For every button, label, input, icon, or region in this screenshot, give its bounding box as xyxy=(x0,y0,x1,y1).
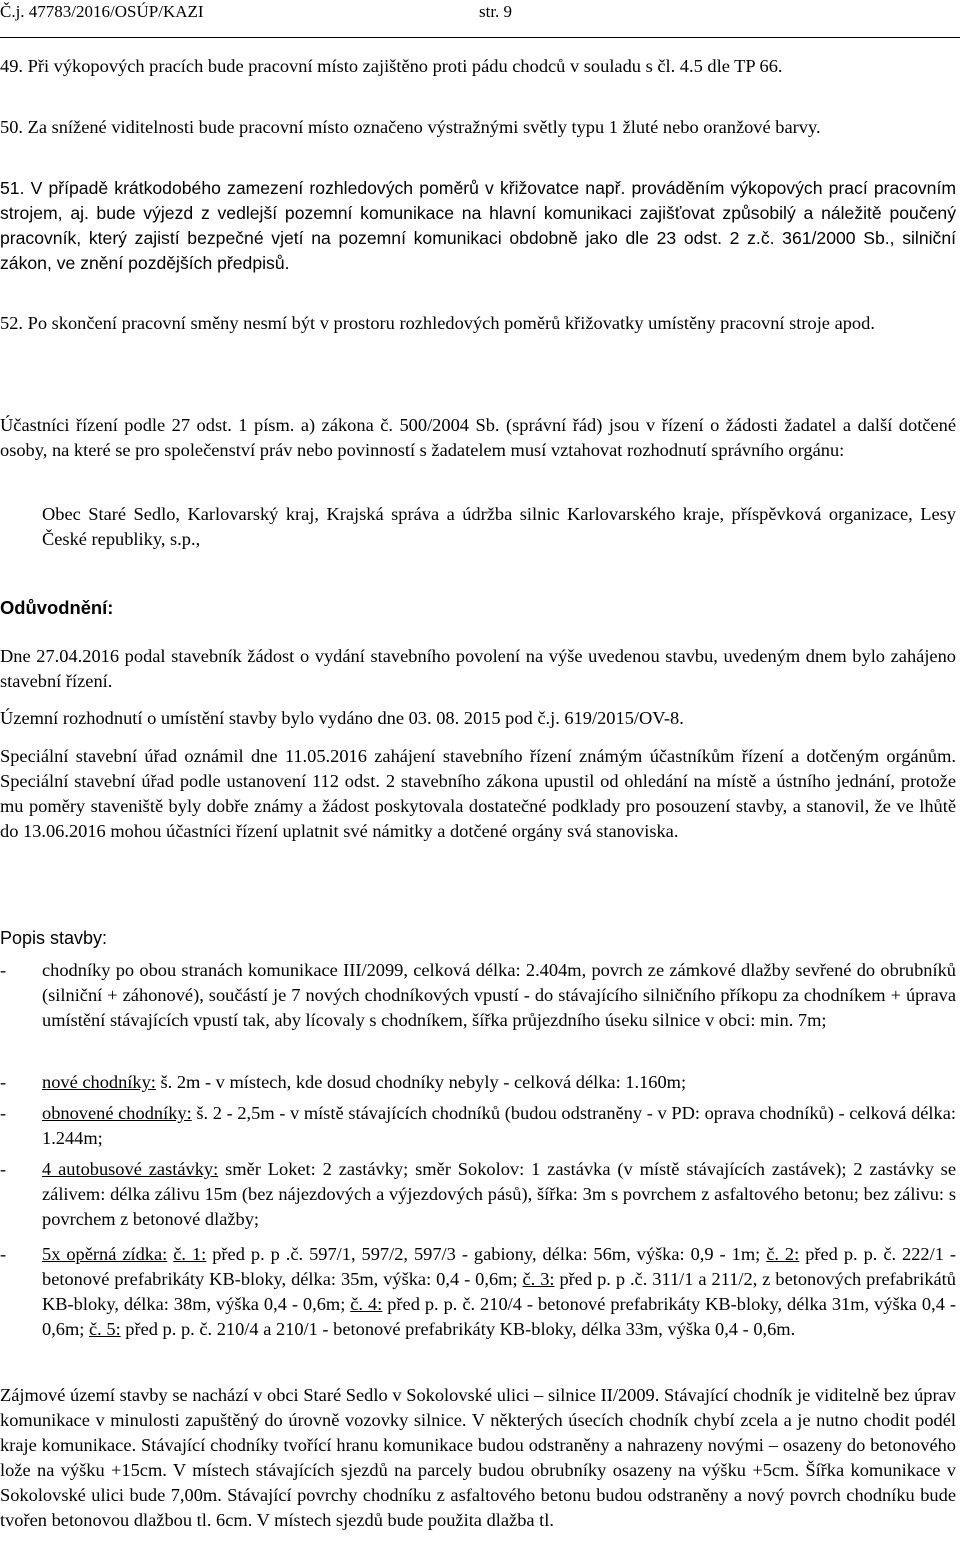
list-item-text: chodníky po obou stranách komunikace III/2099, celková délka: 2.404m, povrch ze zámkové dlažby sevřené do obrubníků (silniční + záhonové), součástí je 7 nových chodníkových vpustí - do stávajícího silničního příkopu za chodníkem + úprava umístění stávajících vpustí tak, aby lícovaly s chodníkem, šířka průjezdního úseku silnice v obci: min. 7m; xyxy=(42,960,956,1030)
list-dash: - xyxy=(0,960,7,980)
reasoning-paragraph-1: Dne 27.04.2016 podal stavebník žádost o vydání stavebního povolení na výše uvedenou stavbu, uvedeným dnem bylo zahájeno stavební řízení. xyxy=(0,646,956,691)
page-header xyxy=(0,0,960,38)
reasoning-paragraph-2: Územní rozhodnutí o umístění stavby bylo vydáno dne 03. 08. 2015 pod č.j. 619/2015/OV-8. xyxy=(0,708,684,728)
list-item-label: nové chodníky: xyxy=(42,1072,156,1092)
list-item-text xyxy=(42,1101,956,1151)
participants-list: Obec Staré Sedlo, Karlovarský kraj, Krajská správa a údržba silnic Karlovarského kraje, příspěvková organizace, Lesy České republiky, s.p., xyxy=(42,504,956,549)
condition-51-lead: 51. V případě krátkodobého zamezení rozhledových poměrů v křižovatce např. prováděním výkopových prací pracovním strojem, aj. xyxy=(0,178,956,223)
wall-5-label: č. 5: xyxy=(89,1319,121,1339)
list-item-text xyxy=(42,1157,956,1232)
reasoning-paragraph-3: Speciální stavební úřad oznámil dne 11.05.2016 zahájení stavebního řízení známým účastníkům řízení a dotčeným orgánům. Speciální stavební úřad podle ustanovení 112 odst. 2 stavebního zákona upustil od ohledání na místě a ústního jednání, protože mu poměry staveniště byly dobře známy a žádost poskytovala dostatečné podklady pro posouzení stavby, a stanovil, že ve lhůtě do 13.06.2016 mohou účastníci řízení uplatnit své námitky a dotčené orgány svá stanoviska. xyxy=(0,746,956,841)
description-closing: Zájmové území stavby se nachází v obci Staré Sedlo v Sokolovské ulici – silnice II/2009. Stávající chodník je viditelně bez úprav komunikace v minulosti zapuštěný do úrovně vozovky silnice. V některých úsecích chodník chybí zcela a je nutno chodit podél kraje komunikace. Stávající chodníky tvořící hranu komunikace budou odstraněny a nahrazeny novými – osazeny do betonového lože na výšku +15cm. V místech stávajících sjezdů na parcely budou obrubníky osazeny na výšku +5cm. Šířka komunikace v Sokolovské ulici bude 7,00m. Stávající povrchy chodníku z asfaltového betonu budou odstraněny a nový povrch chodníku bude tvořen betonovou dlažbou tl. 6cm. V místech sjezdů bude použita dlažba tl. xyxy=(0,1385,956,1530)
wall-4-text: před p. p. č. 210/4 - betonové prefabrikáty KB-bloky, délka 31m, výška 0,4 - 0,6m; xyxy=(42,1294,956,1339)
list-item-body: směr Loket: 2 zastávky; směr Sokolov: 1 zastávka (v místě stávajících zastávek); 2 zastávky se zálivem: délka zálivu 15m (bez nájezdových a výjezdových pásů), šířka: 3m s povrchem z asfaltového betonu; bez zálivu: s povrchem z betonové dlažby; xyxy=(42,1159,956,1229)
condition-51 xyxy=(0,176,956,276)
wall-4-label: č. 4: xyxy=(350,1294,383,1314)
wall-2-text: před p. p. č. 222/1 - betonové prefabrikáty KB-bloky, délka: 35m, výška: 0,4 - 0,6m; xyxy=(42,1244,957,1289)
list-dash: - xyxy=(0,1103,7,1123)
list-item-body: š. 2m - v místech, kde dosud chodníky nebyly - celková délka: 1.160m; xyxy=(155,1072,687,1092)
list-item-body: š. 2 - 2,5m - v místě stávajících chodníků (budou odstraněny - v PD: oprava chodníků) - celková délka: 1.244m; xyxy=(42,1103,957,1148)
list-item-label: obnovené chodníky: xyxy=(42,1103,192,1123)
wall-2-label: č. 2: xyxy=(766,1244,800,1264)
page-number: str. 9 xyxy=(479,2,513,21)
reasoning-title: Odůvodnění: xyxy=(0,597,114,618)
description-title: Popis stavby: xyxy=(0,928,108,948)
condition-50: 50. Za snížené viditelnosti bude pracovní místo označeno výstražnými světly typu 1 žluté nebo oranžové barvy. xyxy=(0,117,821,137)
condition-52: 52. Po skončení pracovní směny nesmí být v prostoru rozhledových poměrů křižovatky umístěny pracovní stroje apod. xyxy=(0,313,875,333)
participants-intro: Účastníci řízení podle 27 odst. 1 písm. a) zákona č. 500/2004 Sb. (správní řád) jsou v řízení o žádosti žadatel a další dotčené osoby, na které se pro společenství práv nebo povinností s žadatelem musí vztahovat rozhodnutí správního orgánu: xyxy=(0,415,956,460)
walls-label: 5x opěrná zídka: xyxy=(42,1244,168,1264)
list-item-text xyxy=(42,1242,956,1342)
wall-3-text: před p. p .č. 311/1 a 211/2, z betonových prefabrikátů KB-bloky, délka: 38m, výška 0,4 - 0,6m; xyxy=(42,1269,956,1314)
list-dash: - xyxy=(0,1159,7,1179)
wall-1-label: č. 1: xyxy=(173,1244,207,1264)
condition-49: 49. Při výkopových pracích bude pracovní místo zajištěno proti pádu chodců v souladu s čl. 4.5 dle TP 66. xyxy=(0,56,783,76)
list-item-text xyxy=(42,1070,956,1095)
condition-51-body: bude výjezd z vedlejší pozemní komunikace na hlavní komunikaci zajišťovat způsobilý a náležitě poučený pracovník, který zajistí bezpečné vjetí na pozemní komunikaci obdobně jako dle 23 odst. 2 z.č. 361/2000 Sb., silniční zákon, ve znění pozdějších předpisů. xyxy=(0,203,956,273)
list-item-label: 4 autobusové zastávky: xyxy=(42,1159,219,1179)
list-dash: - xyxy=(0,1244,7,1264)
list-dash: - xyxy=(0,1072,7,1092)
wall-3-label: č. 3: xyxy=(522,1269,555,1289)
document-reference: Č.j. 47783/2016/OSÚP/KAZI xyxy=(0,2,204,21)
wall-1-text: před p. p .č. 597/1, 597/2, 597/3 - gabiony, délka: 56m, výška: 0,9 - 1m; xyxy=(206,1244,767,1264)
wall-5-text: před p. p. č. 210/4 a 210/1 - betonové prefabrikáty KB-bloky, délka 33m, výška 0,4 - 0,6m. xyxy=(120,1319,796,1339)
